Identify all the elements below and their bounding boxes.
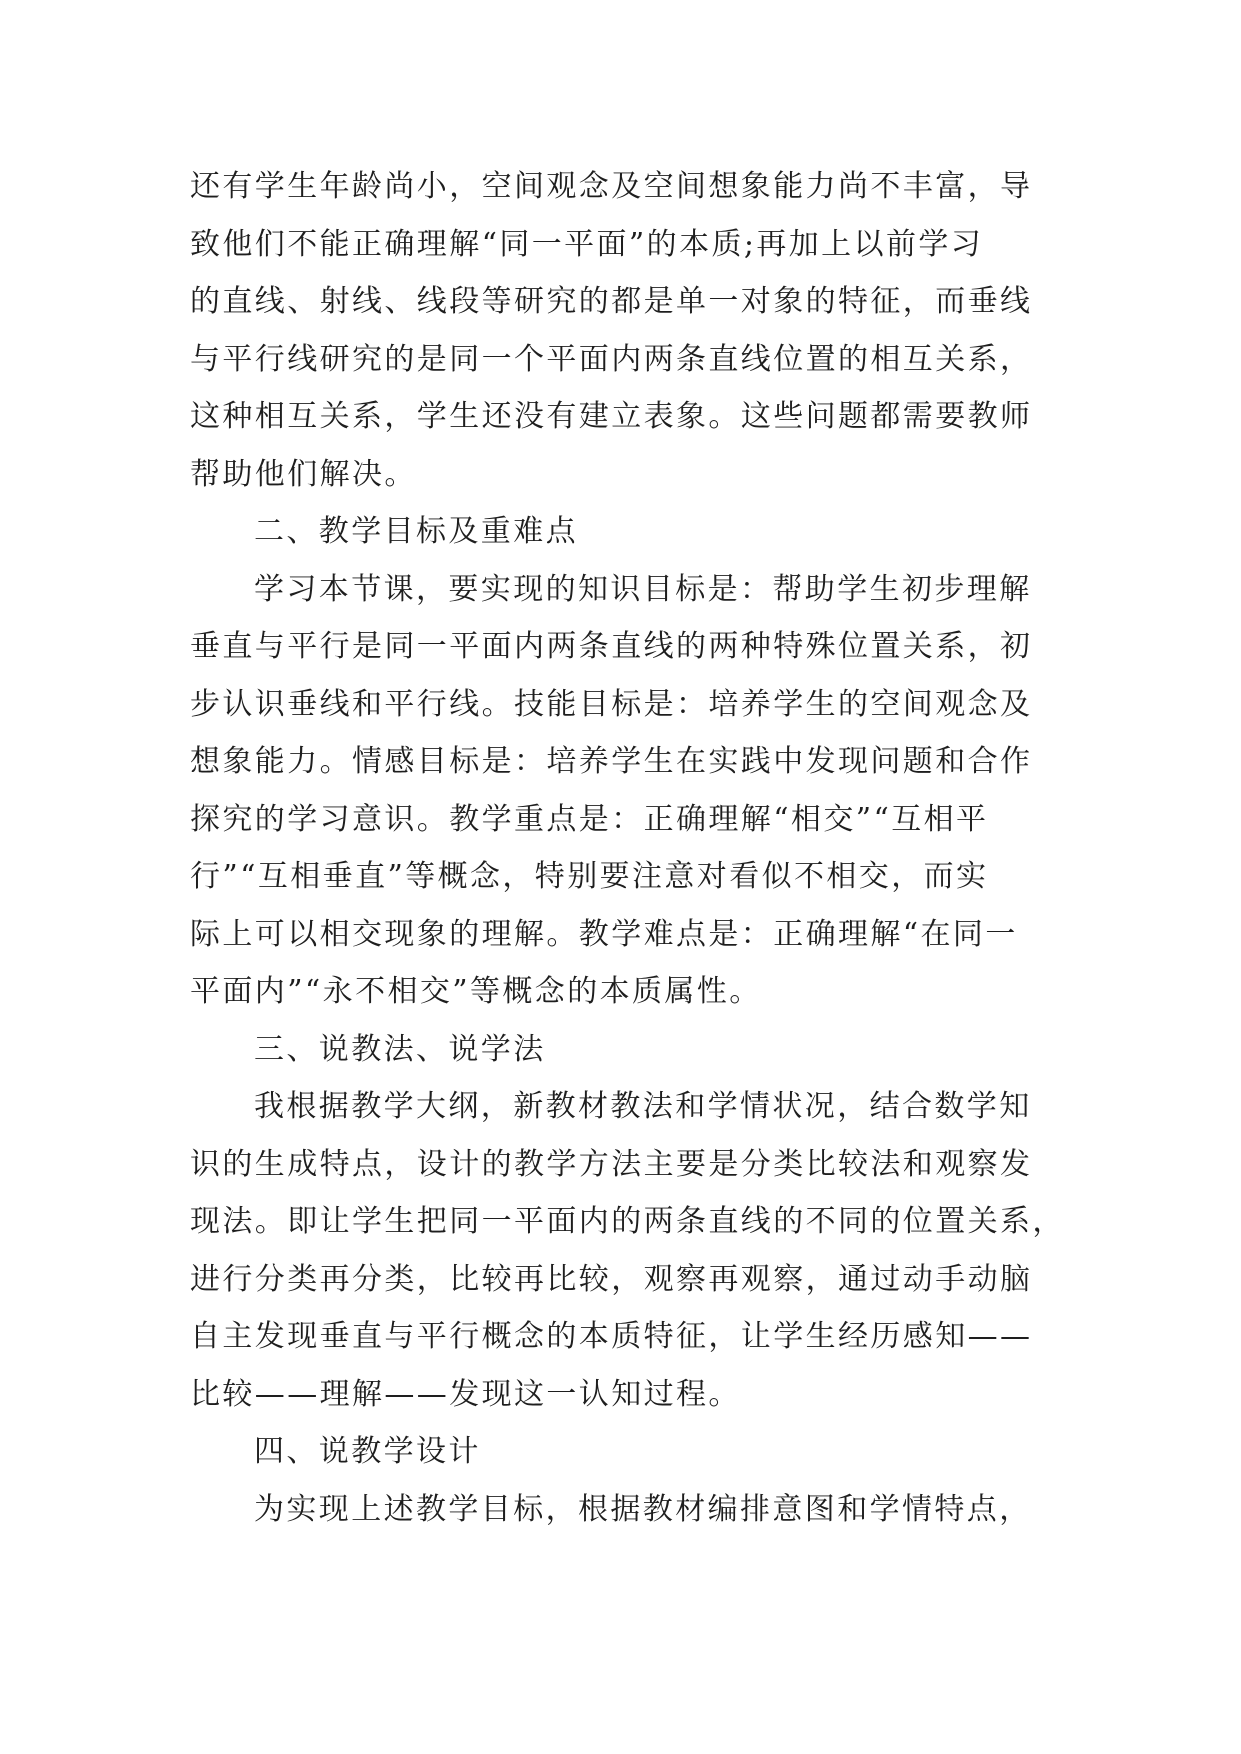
text-line: 致他们不能正确理解“同一平面”的本质;再加上以前学习 — [190, 226, 984, 262]
text-line: 还有学生年龄尚小，空间观念及空间想象能力尚不丰富，导 — [190, 169, 1033, 204]
section-heading: 三、说教法、说学法 — [254, 1031, 546, 1067]
text-line: 与平行线研究的是同一个平面内两条直线位置的相互关系， — [190, 341, 1033, 377]
text-line: 步认识垂线和平行线。技能目标是：培养学生的空间观念及 — [190, 686, 1033, 722]
section-heading: 二、教学目标及重难点 — [254, 514, 578, 549]
text-line: 际上可以相交现象的理解。教学难点是：正确理解“在同一 — [190, 916, 1018, 952]
text-line: 这种相互关系，学生还没有建立表象。这些问题都需要教师 — [190, 399, 1033, 434]
text-line: 平面内”“永不相交”等概念的本质属性。 — [190, 974, 762, 1009]
text-line: 的直线、射线、线段等研究的都是单一对象的特征，而垂线 — [190, 284, 1033, 319]
text-line: 自主发现垂直与平行概念的本质特征，让学生经历感知—— — [190, 1319, 1033, 1354]
text-line: 我根据教学大纲，新教材教法和学情状况，结合数学知 — [254, 1089, 1032, 1124]
section-heading: 四、说教学设计 — [254, 1434, 481, 1469]
text-line: 学习本节课，要实现的知识目标是：帮助学生初步理解 — [254, 571, 1032, 607]
text-line: 垂直与平行是同一平面内两条直线的两种特殊位置关系，初 — [190, 629, 1033, 664]
text-line: 想象能力。情感目标是：培养学生在实践中发现问题和合作 — [190, 744, 1033, 779]
text-line: 现法。即让学生把同一平面内的两条直线的不同的位置关系， — [190, 1204, 1065, 1239]
text-line: 比较——理解——发现这一认知过程。 — [190, 1376, 741, 1412]
text-line: 识的生成特点，设计的教学方法主要是分类比较法和观察发 — [190, 1146, 1033, 1182]
text-line: 进行分类再分类，比较再比较，观察再观察，通过动手动脑 — [190, 1261, 1033, 1297]
text-line: 帮助他们解决。 — [190, 456, 417, 492]
text-line: 为实现上述教学目标，根据教材编排意图和学情特点， — [254, 1491, 1032, 1527]
text-line: 探究的学习意识。教学重点是：正确理解“相交”“互相平 — [190, 801, 989, 837]
text-line: 行”“互相垂直”等概念，特别要注意对看似不相交，而实 — [190, 859, 989, 894]
body-text — [190, 158, 1070, 1538]
